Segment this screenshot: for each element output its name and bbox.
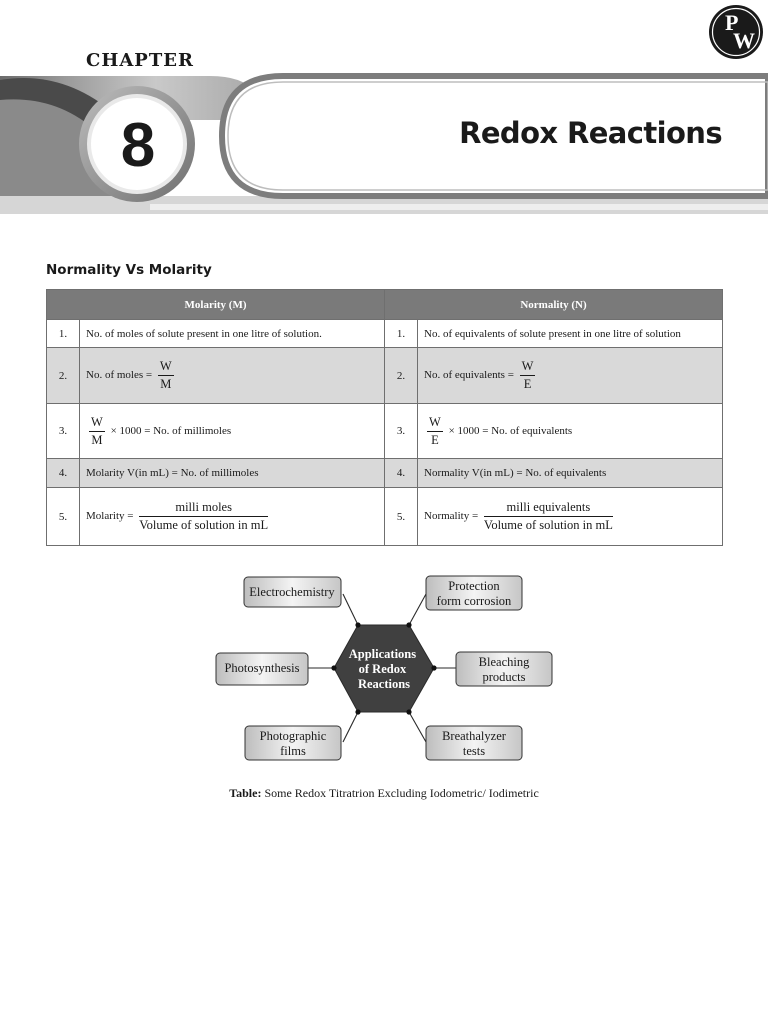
fraction [427,415,443,448]
cell-formula [418,488,723,546]
logo-letter-p: P [725,10,739,35]
section-heading: Normality Vs Molarity [46,262,212,278]
row-number: 2. [47,348,80,404]
formula-suffix: × 1000 = No. of millimoles [110,424,232,437]
node-label: Photographic [259,729,327,743]
cell-text: Molarity V(in mL) = No. of millimoles [80,459,385,488]
redox-applications-diagram [0,560,768,780]
formula-prefix: No. of moles = [86,369,153,382]
row-number: 4. [385,459,418,488]
column-header-molarity: Molarity (M) [47,290,385,320]
fraction [484,500,613,533]
row-number: 3. [385,404,418,459]
row-number: 2. [385,348,418,404]
formula-suffix: × 1000 = No. of equivalents [448,424,573,437]
chapter-number: 8 [120,111,156,180]
caption-text: Some Redox Titratrion Excluding Iodometric/ Iodimetric [264,786,539,800]
formula-prefix: No. of equivalents = [424,369,514,382]
node-protection [426,576,522,610]
node-photographic [245,726,341,760]
node-label: tests [462,744,486,758]
node-label: Electrochemistry [249,585,335,599]
table-header-row [47,290,723,320]
fraction-numerator: W [520,359,536,376]
node-label: Breathalyzer [442,729,506,743]
node-label: Photosynthesis [224,661,300,675]
row-number: 5. [385,488,418,546]
cell-formula [80,488,385,546]
fraction [158,359,174,392]
fraction-numerator: W [158,359,174,376]
center-label-line: Reactions [357,677,411,691]
cell-text: Normality V(in mL) = No. of equivalents [418,459,723,488]
cell-text: No. of equivalents of solute present in one litre of solution [418,320,723,348]
cell-text: No. of moles of solute present in one litre of solution. [80,320,385,348]
fraction [139,500,268,533]
center-label-line: of Redox [358,662,407,676]
fraction-numerator: milli moles [139,500,268,517]
node-breathalyzer [426,726,522,760]
fraction-numerator: W [89,415,105,432]
fraction-denominator: M [160,377,172,391]
fraction-denominator: E [431,432,439,447]
cell-formula [80,404,385,459]
table-row [47,348,723,404]
table-caption [0,786,768,801]
node-label: products [482,670,526,684]
svg-text:Applications of Redox [349,647,420,691]
fraction [89,415,105,448]
caption-label: Table: [229,786,262,800]
fraction-denominator: E [523,377,532,391]
node-label: Protection [448,579,500,593]
node-electrochemistry [244,577,341,607]
node-bleaching [456,652,552,686]
formula-prefix: Normality = [424,510,479,523]
fraction [520,359,536,392]
fraction-denominator: Volume of solution in mL [139,518,269,532]
fraction-numerator: milli equivalents [484,500,613,517]
row-number: 4. [47,459,80,488]
center-label-line: Applications [348,647,417,661]
row-number: 1. [385,320,418,348]
chapter-label: CHAPTER [86,50,194,71]
column-header-normality: Normality (N) [385,290,723,320]
row-number: 1. [47,320,80,348]
node-label: form corrosion [436,594,512,608]
table-row [47,459,723,488]
fraction-denominator: Volume of solution in mL [483,518,613,532]
table-row [47,320,723,348]
cell-formula [80,348,385,404]
node-label: films [280,744,306,758]
cell-formula [418,348,723,404]
row-number: 3. [47,404,80,459]
node-label: Bleaching [478,655,530,669]
table-row [47,488,723,546]
normality-molarity-table [46,289,723,546]
fraction-denominator: M [91,432,103,447]
table-row [47,404,723,459]
node-photosynthesis [216,653,308,685]
fraction-numerator: W [427,415,443,432]
formula-prefix: Molarity = [86,510,134,523]
cell-formula [418,404,723,459]
pw-logo [706,2,766,62]
chapter-title: Redox Reactions [459,116,722,150]
logo-letter-w: W [733,28,755,53]
row-number: 5. [47,488,80,546]
